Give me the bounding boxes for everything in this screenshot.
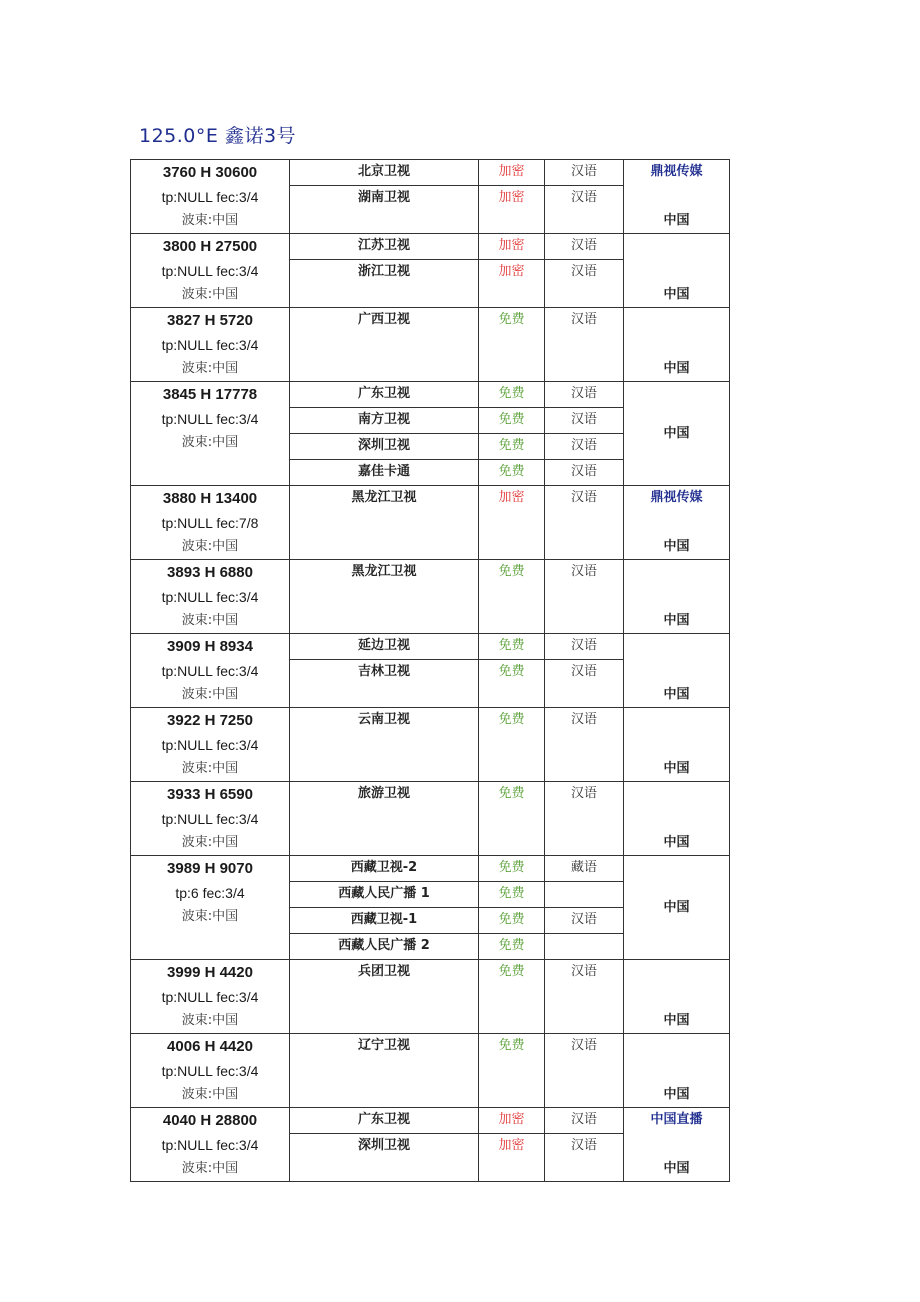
provider-country: 中国: [663, 1161, 690, 1176]
channel-language: 汉语: [545, 460, 624, 486]
provider-cell: [624, 960, 730, 1034]
channel-language: 汉语: [545, 260, 624, 308]
channel-row: [131, 634, 730, 660]
transponder-params: tp:NULL fec:3/4: [161, 189, 259, 205]
channel-name: 辽宁卫视: [290, 1034, 479, 1108]
transponder-cell: [131, 486, 290, 560]
provider-country: 中国: [663, 687, 690, 702]
transponder-frequency: 3880 H 13400: [162, 490, 258, 507]
channel-name: 浙江卫视: [290, 260, 479, 308]
transponder-params: tp:NULL fec:3/4: [161, 263, 259, 279]
channel-language: 汉语: [545, 634, 624, 660]
channel-name: 深圳卫视: [290, 434, 479, 460]
transponder-beam: 波束:中国: [181, 761, 239, 776]
channel-name: 西藏人民广播 1: [290, 882, 479, 908]
provider-country: 中国: [663, 287, 690, 302]
transponder-params: tp:NULL fec:3/4: [161, 1063, 259, 1079]
provider-country: 中国: [663, 361, 690, 376]
transponder-frequency: 3989 H 9070: [167, 860, 253, 877]
channel-name: 黑龙江卫视: [290, 486, 479, 560]
provider-country: 中国: [663, 539, 690, 554]
provider-name: 中国直播: [650, 1112, 703, 1127]
channel-status: 加密: [479, 1108, 545, 1134]
transponder-beam: 波束:中国: [181, 835, 239, 850]
transponder-beam: 波束:中国: [181, 613, 239, 628]
transponder-beam: 波束:中国: [181, 361, 239, 376]
provider-country: 中国: [663, 613, 690, 628]
channel-status: 免费: [479, 934, 545, 960]
provider-cell: [624, 486, 730, 560]
transponder-params: tp:NULL fec:3/4: [161, 663, 259, 679]
channel-name: 北京卫视: [290, 160, 479, 186]
provider-cell: [624, 1108, 730, 1182]
transponder-params: tp:NULL fec:3/4: [161, 411, 259, 427]
channel-language: 汉语: [545, 234, 624, 260]
provider-cell: [624, 382, 730, 486]
provider-country: 中国: [663, 425, 690, 441]
transponder-table: [130, 159, 730, 1182]
channel-status: 免费: [479, 660, 545, 708]
channel-language: 藏语: [545, 856, 624, 882]
transponder-cell: [131, 708, 290, 782]
provider-cell: [624, 782, 730, 856]
transponder-cell: [131, 782, 290, 856]
channel-row: [131, 1108, 730, 1134]
channel-status: 加密: [479, 1134, 545, 1182]
transponder-cell: [131, 960, 290, 1034]
channel-language: 汉语: [545, 1108, 624, 1134]
transponder-cell: [131, 160, 290, 234]
transponder-params: tp:6 fec:3/4: [175, 885, 245, 901]
channel-language: [545, 882, 624, 908]
transponder-cell: [131, 308, 290, 382]
transponder-frequency: 3845 H 17778: [162, 386, 258, 403]
channel-status: 免费: [479, 908, 545, 934]
channel-name: 湖南卫视: [290, 186, 479, 234]
channel-language: 汉语: [545, 308, 624, 382]
channel-name: 嘉佳卡通: [290, 460, 479, 486]
channel-language: 汉语: [545, 960, 624, 1034]
channel-status: 免费: [479, 308, 545, 382]
transponder-frequency: 3999 H 4420: [167, 964, 253, 981]
channel-status: 免费: [479, 882, 545, 908]
channel-row: [131, 782, 730, 856]
page-title: 125.0°E 鑫诺3号: [139, 125, 297, 147]
channel-language: 汉语: [545, 708, 624, 782]
channel-language: 汉语: [545, 486, 624, 560]
provider-name: 鼎视传媒: [650, 490, 703, 505]
channel-row: [131, 1034, 730, 1108]
transponder-frequency: 3827 H 5720: [167, 312, 253, 329]
channel-status: 免费: [479, 434, 545, 460]
channel-status: 加密: [479, 186, 545, 234]
channel-name: 黑龙江卫视: [290, 560, 479, 634]
channel-language: 汉语: [545, 560, 624, 634]
channel-row: [131, 234, 730, 260]
channel-status: 加密: [479, 260, 545, 308]
provider-cell: [624, 1034, 730, 1108]
transponder-beam: 波束:中国: [181, 909, 239, 924]
provider-country: 中国: [663, 761, 690, 776]
channel-name: 江苏卫视: [290, 234, 479, 260]
provider-country: 中国: [663, 899, 690, 915]
provider-country: 中国: [663, 835, 690, 850]
channel-language: 汉语: [545, 908, 624, 934]
channel-language: 汉语: [545, 782, 624, 856]
transponder-cell: [131, 382, 290, 486]
channel-language: 汉语: [545, 160, 624, 186]
transponder-cell: [131, 1034, 290, 1108]
channel-name: 延边卫视: [290, 634, 479, 660]
channel-name: 云南卫视: [290, 708, 479, 782]
channel-row: [131, 960, 730, 1034]
channel-status: 免费: [479, 560, 545, 634]
transponder-params: tp:NULL fec:7/8: [161, 515, 259, 531]
transponder-beam: 波束:中国: [181, 539, 239, 554]
transponder-frequency: 3800 H 27500: [162, 238, 258, 255]
transponder-params: tp:NULL fec:3/4: [161, 737, 259, 753]
channel-name: 深圳卫视: [290, 1134, 479, 1182]
transponder-beam: 波束:中国: [181, 1161, 239, 1176]
channel-status: 加密: [479, 160, 545, 186]
channel-row: [131, 382, 730, 408]
channel-language: 汉语: [545, 434, 624, 460]
channel-name: 西藏卫视-2: [290, 856, 479, 882]
transponder-frequency: 3909 H 8934: [167, 638, 253, 655]
transponder-cell: [131, 634, 290, 708]
channel-name: 西藏卫视-1: [290, 908, 479, 934]
transponder-beam: 波束:中国: [181, 213, 239, 228]
channel-status: 免费: [479, 408, 545, 434]
channel-name: 旅游卫视: [290, 782, 479, 856]
provider-cell: [624, 634, 730, 708]
channel-language: 汉语: [545, 186, 624, 234]
channel-name: 吉林卫视: [290, 660, 479, 708]
channel-name: 西藏人民广播 2: [290, 934, 479, 960]
channel-status: 免费: [479, 782, 545, 856]
channel-status: 免费: [479, 960, 545, 1034]
transponder-beam: 波束:中国: [181, 287, 239, 302]
transponder-beam: 波束:中国: [181, 435, 239, 450]
transponder-cell: [131, 234, 290, 308]
transponder-beam: 波束:中国: [181, 1087, 239, 1102]
provider-country: 中国: [663, 1087, 690, 1102]
provider-name: 鼎视传媒: [650, 164, 703, 179]
channel-status: 免费: [479, 1034, 545, 1108]
channel-name: 广东卫视: [290, 382, 479, 408]
provider-country: 中国: [663, 213, 690, 228]
channel-row: [131, 486, 730, 560]
channel-language: 汉语: [545, 408, 624, 434]
channel-language: 汉语: [545, 1134, 624, 1182]
channel-language: [545, 934, 624, 960]
transponder-frequency: 4006 H 4420: [167, 1038, 253, 1055]
transponder-frequency: 3933 H 6590: [167, 786, 253, 803]
transponder-cell: [131, 1108, 290, 1182]
channel-status: 免费: [479, 382, 545, 408]
provider-cell: [624, 856, 730, 960]
channel-name: 兵团卫视: [290, 960, 479, 1034]
transponder-beam: 波束:中国: [181, 687, 239, 702]
channel-row: [131, 160, 730, 186]
transponder-params: tp:NULL fec:3/4: [161, 337, 259, 353]
transponder-frequency: 4040 H 28800: [162, 1112, 258, 1129]
channel-name: 南方卫视: [290, 408, 479, 434]
transponder-params: tp:NULL fec:3/4: [161, 811, 259, 827]
channel-language: 汉语: [545, 1034, 624, 1108]
transponder-params: tp:NULL fec:3/4: [161, 989, 259, 1005]
channel-row: [131, 560, 730, 634]
transponder-beam: 波束:中国: [181, 1013, 239, 1028]
channel-status: 免费: [479, 708, 545, 782]
channel-name: 广东卫视: [290, 1108, 479, 1134]
channel-row: [131, 708, 730, 782]
channel-row: [131, 308, 730, 382]
channel-row: [131, 856, 730, 882]
transponder-params: tp:NULL fec:3/4: [161, 1137, 259, 1153]
provider-cell: [624, 308, 730, 382]
provider-country: 中国: [663, 1013, 690, 1028]
provider-cell: [624, 234, 730, 308]
channel-name: 广西卫视: [290, 308, 479, 382]
channel-status: 免费: [479, 856, 545, 882]
transponder-cell: [131, 560, 290, 634]
provider-cell: [624, 708, 730, 782]
channel-status: 免费: [479, 634, 545, 660]
channel-status: 免费: [479, 460, 545, 486]
transponder-frequency: 3760 H 30600: [162, 164, 258, 181]
channel-status: 加密: [479, 486, 545, 560]
provider-cell: [624, 160, 730, 234]
channel-status: 加密: [479, 234, 545, 260]
channel-language: 汉语: [545, 660, 624, 708]
provider-cell: [624, 560, 730, 634]
channel-language: 汉语: [545, 382, 624, 408]
transponder-cell: [131, 856, 290, 960]
transponder-frequency: 3893 H 6880: [167, 564, 253, 581]
transponder-frequency: 3922 H 7250: [167, 712, 253, 729]
transponder-params: tp:NULL fec:3/4: [161, 589, 259, 605]
